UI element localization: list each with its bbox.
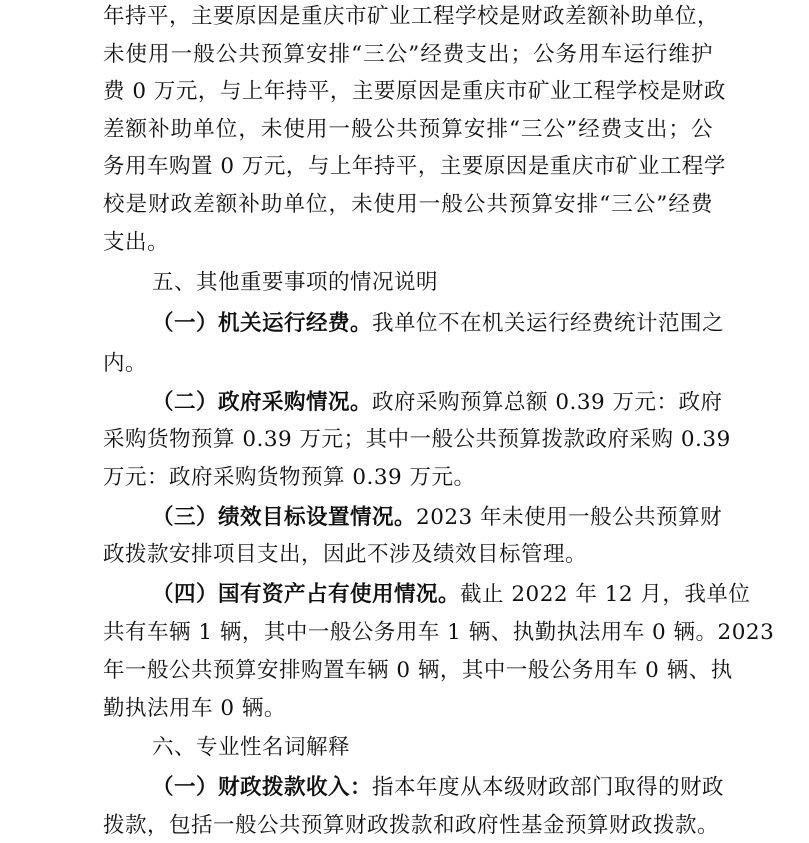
paragraph-line: 校是财政差额补助单位，未使用一般公共预算安排“三公”经费 [103, 192, 713, 217]
item-title: （一）机关运行经费。 [152, 311, 373, 336]
item-title: （二）政府采购情况。 [152, 390, 373, 415]
item-text: 截止 2022 年 12 月，我单位 [460, 582, 751, 607]
paragraph-line: 内。 [103, 351, 148, 376]
item-text: 政府采购预算总额 0.39 万元：政府 [372, 390, 723, 415]
paragraph-line: 拨款，包括一般公共预算财政拨款和政府性基金预算财政拨款。 [103, 813, 720, 838]
paragraph-line: 采购货物预算 0.39 万元；其中一般公共预算拨款政府采购 0.39 [103, 427, 731, 452]
paragraph-line: 政拨款安排项目支出，因此不涉及绩效目标管理。 [103, 542, 588, 567]
paragraph-line: 支出。 [103, 230, 170, 255]
item-line [152, 388, 723, 418]
paragraph-line: 年持平，主要原因是重庆市矿业工程学校是财政差额补助单位， [103, 4, 720, 29]
item-title: （一）财政拨款收入： [152, 775, 373, 800]
item-line [152, 580, 751, 610]
section-heading-6: 六、专业性名词解释 [152, 735, 351, 760]
item-text: 指本年度从本级财政部门取得的财政 [372, 775, 725, 800]
paragraph-line: 年一般公共预算安排购置车辆 0 辆，其中一般公务用车 0 辆、执 [103, 658, 733, 683]
paragraph-line: 未使用一般公共预算安排“三公”经费支出；公务用车运行维护 [103, 42, 713, 67]
item-text: 我单位不在机关运行经费统计范围之 [372, 311, 725, 336]
paragraph-line: 勤执法用车 0 辆。 [103, 696, 286, 721]
paragraph-line: 费 0 万元，与上年持平，主要原因是重庆市矿业工程学校是财政 [103, 79, 726, 104]
section-heading-5: 五、其他重要事项的情况说明 [152, 270, 439, 295]
item-text: 2023 年未使用一般公共预算财 [416, 505, 723, 530]
item-title: （三）绩效目标设置情况。 [152, 505, 417, 530]
item-line [152, 503, 723, 533]
paragraph-line: 共有车辆 1 辆，其中一般公务用车 1 辆、执勤执法用车 0 辆。2023 [103, 620, 775, 645]
item-title: （四）国有资产占有使用情况。 [152, 582, 461, 607]
item-line [152, 773, 725, 803]
item-line [152, 309, 725, 339]
paragraph-line: 万元：政府采购货物预算 0.39 万元。 [103, 465, 476, 490]
paragraph-line: 差额补助单位，未使用一般公共预算安排“三公”经费支出；公 [103, 117, 713, 142]
paragraph-line: 务用车购置 0 万元，与上年持平，主要原因是重庆市矿业工程学 [103, 154, 726, 179]
